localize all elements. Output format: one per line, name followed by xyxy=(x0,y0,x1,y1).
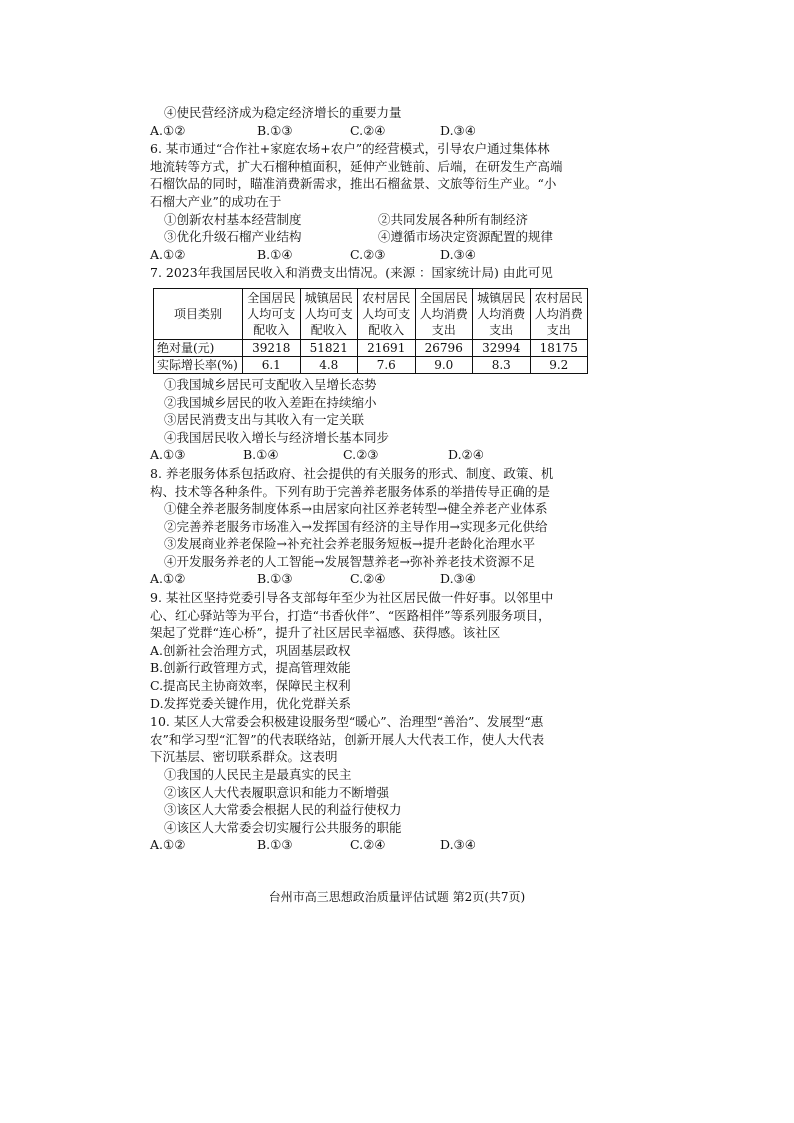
header-line: 人均消费 xyxy=(534,306,583,321)
q6-item-1: ①创新农村基本经营制度 xyxy=(164,211,302,227)
q8-stem-line: 构、技术等各种条件。下列有助于完善养老服务体系的举措传导正确的是 xyxy=(150,483,551,499)
q8-item-3: ③发展商业养老保险→补充社会养老服务短板→提升老龄化治理水平 xyxy=(164,536,535,552)
q6-stem-line: 地流转等方式，扩大石榴种植面积，延伸产业链前、后端，在研发生产高端 xyxy=(150,158,563,174)
table-cell: 8.3 xyxy=(473,356,531,373)
q7-options xyxy=(150,446,620,464)
header-line: 支出 xyxy=(431,322,456,337)
q9-option-d: D.发挥党委关键作用，优化党群关系 xyxy=(150,695,352,711)
header-line: 人均可支 xyxy=(362,306,411,321)
q6-stem-line: 6. 某市通过“合作社+家庭农场+农户”的经营模式，引导农户通过集体林 xyxy=(150,141,550,157)
income-consumption-table xyxy=(153,288,588,374)
question-9 xyxy=(150,589,620,712)
q9-option-c: C.提高民主协商效率，保障民主权利 xyxy=(150,678,351,694)
table-cell: 21691 xyxy=(358,339,416,356)
question-7 xyxy=(150,264,620,464)
q8-item-1: ①健全养老服务制度体系→由居家向社区养老转型→健全养老产业体系 xyxy=(164,501,548,517)
q10-stem-line: 农”和学习型“汇智”的代表联络站，创新开展人大代表工作，使人大代表 xyxy=(150,731,545,747)
header-line: 农村居民 xyxy=(534,290,583,305)
q10-stem-line: 下沉基层、密切联系群众。这表明 xyxy=(150,749,338,765)
q8-item-4: ④开发服务养老的人工智能→发展智慧养老→弥补养老技术资源不足 xyxy=(164,553,535,569)
header-line: 人均可支 xyxy=(247,306,296,321)
q10-option-a: A.①② xyxy=(150,837,186,853)
q6-items-row xyxy=(150,211,620,229)
q10-item-2: ②该区人大代表履职意识和能力不断增强 xyxy=(164,784,390,800)
table-row xyxy=(154,339,588,356)
q7-item-1: ①我国城乡居民可支配收入呈增长态势 xyxy=(164,376,377,392)
q7-option-d: D.②④ xyxy=(448,447,484,463)
q6-option-b: B.①④ xyxy=(257,246,293,262)
q7-stem: 7. 2023年我国居民收入和消费支出情况。(来源 ：国家统计局) 由此可见 xyxy=(150,265,553,281)
q6-item-2: ②共同发展各种所有制经济 xyxy=(378,211,529,227)
q10-option-c: C.②④ xyxy=(350,837,386,853)
q6-item-3: ③优化升级石榴产业结构 xyxy=(164,229,302,245)
header-line: 支出 xyxy=(489,322,514,337)
table-cell: 7.6 xyxy=(358,356,416,373)
header-line: 配收入 xyxy=(368,322,405,337)
q8-option-b: B.①③ xyxy=(257,571,293,587)
q10-item-4: ④该区人大常委会切实履行公共服务的职能 xyxy=(164,819,402,835)
table-cell: 32994 xyxy=(473,339,531,356)
table-cell: 26796 xyxy=(415,339,473,356)
q7-item-3: ③居民消费支出与其收入有一定关联 xyxy=(164,412,365,428)
table-header-cell xyxy=(358,288,416,339)
row-label: 实际增长率(%) xyxy=(154,356,243,373)
table-cell: 9.2 xyxy=(530,356,588,373)
q7-item-4: ④我国居民收入增长与经济增长基本同步 xyxy=(164,429,390,445)
table-row xyxy=(154,356,588,373)
header-line: 农村居民 xyxy=(362,290,411,305)
q10-item-1: ①我国的人民民主是最真实的民主 xyxy=(164,767,352,782)
q8-option-c: C.②④ xyxy=(350,571,386,587)
q5-options xyxy=(150,122,620,140)
q6-option-a: A.①② xyxy=(150,246,186,262)
header-line: 支出 xyxy=(546,322,571,337)
q6-items-row xyxy=(150,228,620,246)
table-header-cell xyxy=(415,288,473,339)
q10-item-3: ③该区人大常委会根据人民的利益行使权力 xyxy=(164,802,402,818)
table-header-cell xyxy=(473,288,531,339)
table-header-cell xyxy=(300,288,358,339)
q6-option-c: C.②③ xyxy=(350,246,386,262)
q10-stem-line: 10. 某区人大常委会积极建设服务型“暖心”、治理型“善治”、发展型“惠 xyxy=(150,714,544,730)
header-line: 配收入 xyxy=(253,322,290,337)
q10-options xyxy=(150,836,620,854)
table-header-cell xyxy=(243,288,301,339)
header-line: 配收入 xyxy=(310,322,347,337)
q9-stem-line: 架起了党群“连心桥”，提升了社区居民幸福感、获得感。该社区 xyxy=(150,625,501,641)
q10-option-b: B.①③ xyxy=(257,837,293,853)
header-line: 全国居民 xyxy=(247,290,296,305)
q6-stem-line: 石榴大产业”的成功在于 xyxy=(150,193,282,209)
q5-option-a: A.①② xyxy=(150,122,186,138)
table-header-cell xyxy=(530,288,588,339)
table-header-label: 项目类别 xyxy=(154,288,243,339)
question-10 xyxy=(150,713,620,854)
q5-option-d: D.③④ xyxy=(440,122,476,138)
table-cell: 6.1 xyxy=(243,356,301,373)
header-line: 人均消费 xyxy=(419,306,468,321)
q8-option-d: D.③④ xyxy=(440,571,476,587)
q8-stem-line: 8. 养老服务体系包括政府、社会提供的有关服务的形式、制度、政策、机 xyxy=(150,465,554,481)
q8-item-2: ②完善养老服务市场准入→发挥国有经济的主导作用→实现多元化供给 xyxy=(164,518,548,534)
header-line: 人均可支 xyxy=(304,306,353,321)
q7-option-b: B.①④ xyxy=(243,447,279,463)
table-cell: 9.0 xyxy=(415,356,473,373)
q9-stem-line: 心、红心驿站等为平台，打造“书香伙伴”、“医路相伴”等系列服务项目， xyxy=(150,607,551,623)
page-footer: 台州市高三思想政治质量评估试题 第2页(共7页) xyxy=(268,890,526,904)
q6-option-d: D.③④ xyxy=(440,246,476,262)
q10-option-d: D.③④ xyxy=(440,837,476,853)
header-line: 人均消费 xyxy=(477,306,526,321)
question-6 xyxy=(150,140,620,263)
exam-page xyxy=(150,104,620,854)
q9-option-a: A.创新社会治理方式，巩固基层政权 xyxy=(150,642,351,658)
question-8 xyxy=(150,465,620,588)
q9-stem-line: 9. 某社区坚持党委引导各支部每年至少为社区居民做一件好事。以邻里中 xyxy=(150,590,554,606)
header-line: 城镇居民 xyxy=(477,290,526,305)
q8-options xyxy=(150,570,620,588)
q7-option-a: A.①③ xyxy=(150,447,186,463)
table-header-row xyxy=(154,288,588,339)
header-line: 全国居民 xyxy=(419,290,468,305)
table-cell: 18175 xyxy=(530,339,588,356)
q6-stem-line: 石榴饮品的同时，瞄准消费新需求，推出石榴盆景、文旅等衍生产业。“小 xyxy=(150,176,557,192)
header-line: 城镇居民 xyxy=(304,290,353,305)
q5-item-4: ④使民营经济成为稳定经济增长的重要力量 xyxy=(164,105,402,120)
q6-options xyxy=(150,246,620,264)
row-label: 绝对量(元) xyxy=(154,339,243,356)
q7-item-2: ②我国城乡居民的收入差距在持续缩小 xyxy=(164,394,377,410)
q5-option-b: B.①③ xyxy=(257,122,293,138)
table-cell: 4.8 xyxy=(300,356,358,373)
q9-option-b: B.创新行政管理方式，提高管理效能 xyxy=(150,660,351,676)
q7-option-c: C.②③ xyxy=(343,447,379,463)
table-cell: 51821 xyxy=(300,339,358,356)
q5-option-c: C.②④ xyxy=(350,122,386,138)
q6-item-4: ④遵循市场决定资源配置的规律 xyxy=(378,229,554,245)
table-cell: 39218 xyxy=(243,339,301,356)
q8-option-a: A.①② xyxy=(150,571,186,587)
